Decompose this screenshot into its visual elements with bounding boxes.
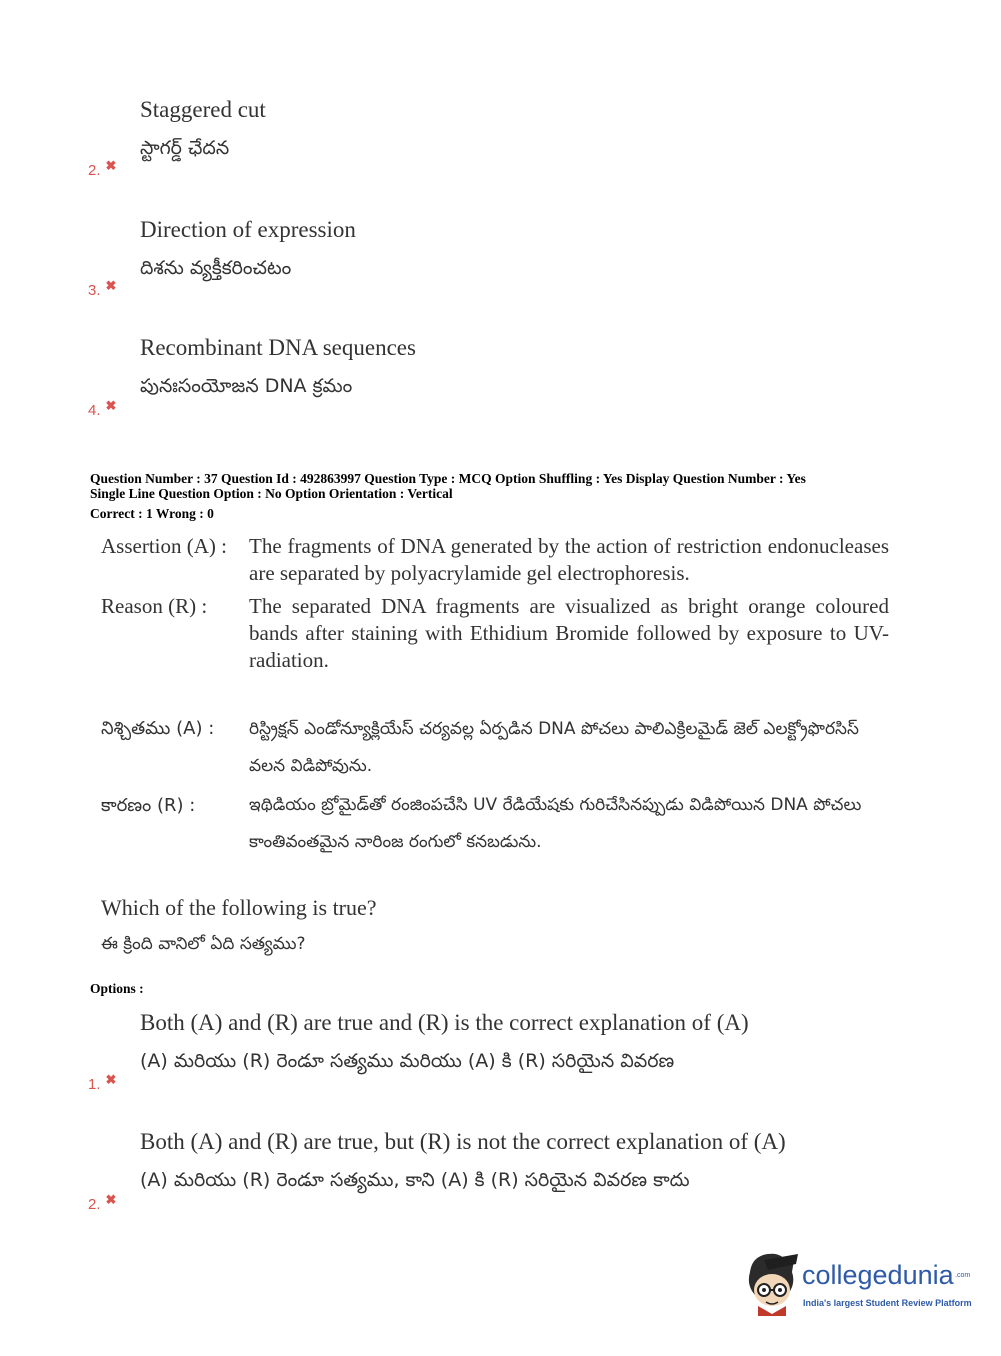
logo-domain-suffix: .com [955,1272,971,1279]
question-text-en: Which of the following is true? [101,895,377,920]
question-meta-line: Question Number : 37 Question Id : 492863997 Question Type : MCQ Option Shuffling : Yes Display Question Number : Yes [90,471,806,486]
option-number: 4. ✖ [88,398,117,419]
wrong-cross-icon: ✖ [105,278,117,293]
reason-label-te: కారణం (R) : [101,795,196,816]
assertion-text-te: రిస్ట్రిక్షన్ ఎండోన్యూక్లియేస్ చర్యవల్ల ఏర్పడిన DNA పోచలు పాలిఎక్రిలమైడ్ జెల్ ఎలక్ట్రోఫొరసిస్ వలన విడిపోవును. [249,719,859,776]
option-text-en: Recombinant DNA sequences [140,335,416,360]
wrong-cross-icon: ✖ [105,1072,117,1087]
question-text-te: ఈ క్రింది వానిలో ఏది సత్యము? [101,934,306,954]
wrong-cross-icon: ✖ [105,1192,117,1207]
wrong-cross-icon: ✖ [105,398,117,413]
option-number: 1. ✖ [88,1072,117,1093]
logo-wordmark: collegedunia [802,1260,954,1290]
option-number: 2. ✖ [88,158,117,179]
option-number: 3. ✖ [88,278,117,299]
assertion-label: Assertion (A) : [101,534,227,558]
collegedunia-logo [742,1250,972,1320]
option-text-en: Staggered cut [140,97,266,122]
reason-text-te: ఇథిడియం బ్రోమైడ్‌తో రంజింపచేసి UV రేడియేషకు గురిచేసినప్పుడు విడిపోయిన DNA పోచలు కాంతివంతమైన నారింజ రంగులో కనబడును. [249,795,862,852]
question-meta-line: Single Line Question Option : No Option Orientation : Vertical [90,486,453,501]
option-text-te: దిశను వ్యక్తీకరించటం [140,257,292,279]
option-text-te: (A) మరియు (R) రెండూ సత్యము, కాని (A) కి (R) సరియైన వివరణ కాదు [140,1169,690,1191]
option-text-en: Both (A) and (R) are true, but (R) is not the correct explanation of (A) [140,1129,786,1154]
assertion-text: The fragments of DNA generated by the action of restriction endonucleases are separated by polyacrylamide gel electrophoresis. [249,534,889,585]
option-text-en: Direction of expression [140,217,356,242]
reason-text: The separated DNA fragments are visualized as bright orange coloured bands after staining with Ethidium Bromide followed by exposure to UV-radiation. [249,594,889,672]
assertion-label-te: నిశ్చితము (A) : [101,718,215,739]
logo-tagline: India's largest Student Review Platform [803,1298,972,1308]
question-score-line: Correct : 1 Wrong : 0 [90,506,214,521]
option-number: 2. ✖ [88,1192,117,1213]
wrong-cross-icon: ✖ [105,158,117,173]
option-text-en: Both (A) and (R) are true and (R) is the correct explanation of (A) [140,1010,749,1035]
options-label: Options : [90,981,144,996]
reason-label: Reason (R) : [101,594,208,618]
mascot-icon [742,1250,802,1316]
option-text-te: పునఃసంయోజన DNA క్రమం [140,375,353,397]
option-text-te: (A) మరియు (R) రెండూ సత్యము మరియు (A) కి (R) సరియైన వివరణ [140,1050,675,1072]
option-text-te: స్టాగర్డ్ ఛేదన [140,137,230,159]
